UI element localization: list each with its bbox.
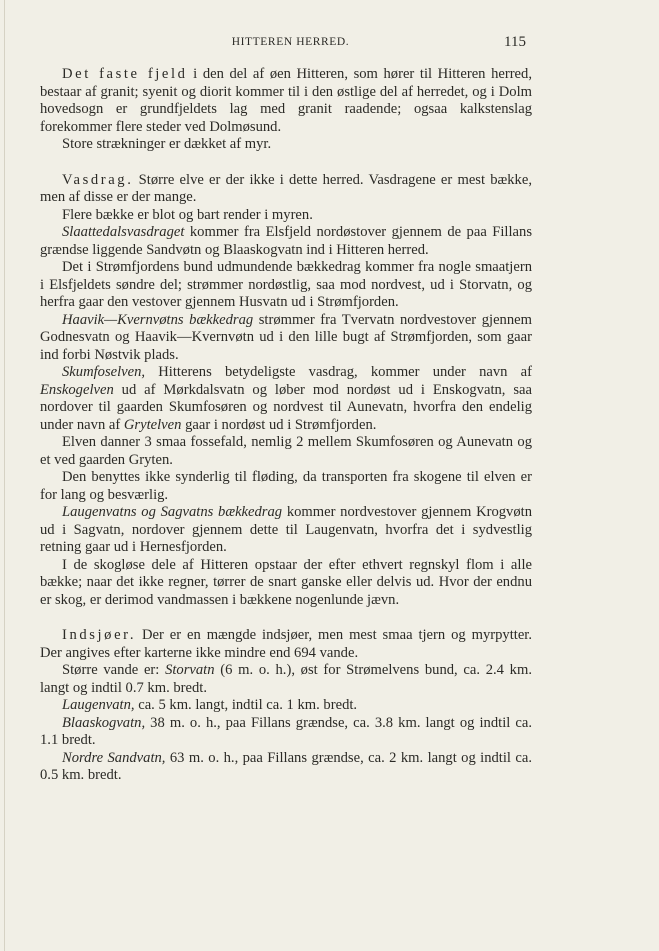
paragraph-text: ca. 5 km. langt, indtil ca. 1 km. bredt. <box>134 697 358 713</box>
paragraph-skumfos <box>40 364 532 434</box>
page-number: 115 <box>504 34 526 50</box>
paragraph-fossefald: Elven danner 3 smaa fossefald, nemlig 2 mellem Skumfosøren og Aunevatn og et ved gaarden Gryten. <box>40 434 532 468</box>
paragraph-haavik <box>40 312 532 365</box>
paragraph-fjeld <box>40 66 532 136</box>
page-edge-line <box>4 0 5 951</box>
paragraph-text: kommer fra Elsfjeld nordøstover gjennem de paa Fillans grændse liggende Sandvøtn og Blaaskogvatn ind i Hitteren herred. <box>40 224 532 258</box>
italic-term: Skumfoselven, <box>62 364 146 380</box>
italic-term: Blaaskogvatn, <box>62 714 146 731</box>
paragraph-floding: Den benyttes ikke synderlig til fløding, da transporten fra skogene til elven er for lang og besværlig. <box>40 469 532 503</box>
paragraph-text: Større elve er der ikke i dette herred. Vasdragene er mest bække, men af disse er der mange. <box>40 171 532 205</box>
italic-term: Nordre Sandvatn, <box>62 749 166 766</box>
paragraph-text: ud af Mørkdalsvatn og løber mod nordøst ud i Enskogvatn, saa nordover til gaarden Skumfosøren og nordvest til Aunevatn, hvorfra den endelig under navn af <box>40 381 532 433</box>
page-header <box>40 30 541 58</box>
paragraph-text: 38 m. o. h., paa Fillans grændse, ca. 3.8 km. langt og indtil ca. 1.1 bredt. <box>40 714 532 748</box>
paragraph-text: Større vande er: <box>62 662 166 678</box>
paragraph-slaattedal <box>40 224 532 259</box>
paragraph-sandvatn <box>40 750 532 785</box>
italic-term: Laugenvatns og Sagvatns bækkedrag <box>62 504 283 520</box>
paragraph-indsjoer <box>40 627 532 662</box>
paragraph-text: Hitterens betydeligste vasdrag, kommer under navn af <box>145 364 532 380</box>
italic-term: Laugenvatn, <box>62 697 135 713</box>
paragraph-text: (6 m. o. h.), øst for Strømelvens bund, ca. 2.4 km. langt og indtil 0.7 km. bredt. <box>40 662 532 696</box>
paragraph-blaaskogvatn <box>40 715 532 750</box>
page-body <box>40 66 532 785</box>
italic-term: Enskogelven <box>40 381 114 398</box>
section-gap <box>40 609 532 627</box>
running-title: HITTEREN HERRED. <box>231 36 350 48</box>
italic-term: Haavik—Kvernvøtns bækkedrag <box>62 311 254 328</box>
section-gap <box>40 154 532 172</box>
italic-term: Slaattedalsvasdraget <box>62 224 185 240</box>
paragraph-text: kommer nordvestover gjennem Krogvøtn ud i Sagvatn, nordover gjennem dette til Laugenvatn, hvorfra det i sydvestlig retning gaar ud i Hernesfjorden. <box>40 504 533 555</box>
paragraph-text: strømmer fra Tvervatn nordvestover gjennem Godnesvatn og Haavik—Kvernvøtn ud i den lille bugt af Strømfjorden, som gaar ind forbi Nøstvik plads. <box>40 311 532 363</box>
paragraph-stromfjord: Det i Strømfjordens bund udmundende bækkedrag kommer fra nogle smaatjern i Elsfjeldets søndre del; strømmer nordøstlig, saa mod nordvest, ud i Storvatn, og herfra gaar den vestover gjennem Husvatn ud i Strømfjorden. <box>40 259 532 310</box>
section-lead-indsjoer: Indsjøer. <box>62 627 137 643</box>
paragraph-baekke: Flere bække er blot og bart render i myren. <box>62 206 313 223</box>
paragraph-text: Der er en mængde indsjøer, men mest smaa tjern og myrpytter. Der angives efter karterne ikke mindre end 694 vande. <box>40 627 532 661</box>
paragraph-laugenvatn <box>40 504 532 557</box>
paragraph-storvatn <box>40 662 532 697</box>
paragraph-myr: Store strækninger er dækket af myr. <box>62 136 272 152</box>
paragraph-flom: I de skogløse dele af Hitteren opstaar der efter ethvert regnskyl flom i alle bække; naar det ikke regner, tørrer de snart ganske eller delvis ud. Hvor der endnu er skog, er derimod vandmassen i bækkene nogenlunde jævn. <box>40 556 532 608</box>
italic-term: Storvatn <box>165 662 215 678</box>
paragraph-text: i den del af øen Hitteren, som hører til Hitteren herred, bestaar af granit; syenit og diorit kommer til i den østlige del af herredet, og i Dolm hovedsogn er grundfjeldets lag med granit raadende; ogsaa kalkstenslag forekommer flere steder ved Dolmøsund. <box>40 66 532 135</box>
paragraph-text: 63 m. o. h., paa Fillans grændse, ca. 2 km. langt og indtil ca. 0.5 km. bredt. <box>40 749 532 783</box>
paragraph-text: gaar i nordøst ud i Strømfjorden. <box>181 416 377 433</box>
section-lead-fjeld: Det faste fjeld <box>62 66 188 82</box>
italic-term: Grytelven <box>123 416 182 433</box>
paragraph-vasdrag <box>40 172 532 207</box>
section-lead-vasdrag: Vasdrag. <box>62 171 134 188</box>
paragraph-laugenvatn-entry <box>40 697 532 715</box>
